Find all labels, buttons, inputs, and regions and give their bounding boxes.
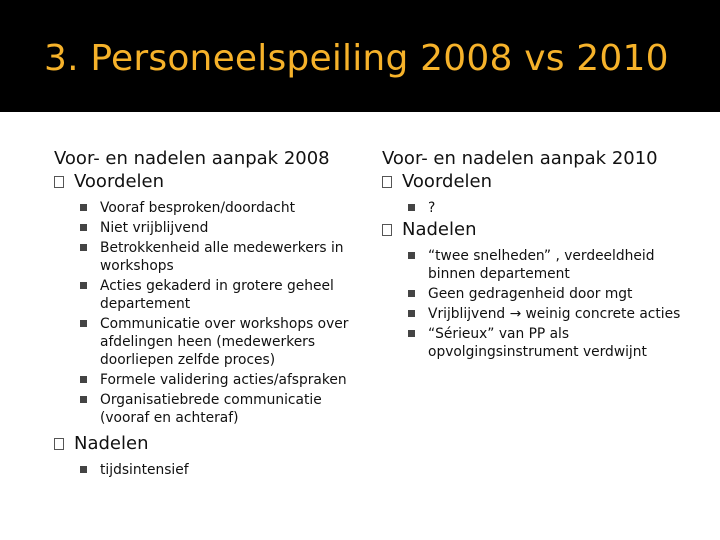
square-bullet-icon <box>80 466 87 473</box>
left-voordelen-label: Voordelen <box>74 171 165 192</box>
list-item: Vooraf besproken/doordacht <box>54 199 364 217</box>
left-column <box>54 148 364 481</box>
square-bullet-icon <box>408 330 415 337</box>
right-voordelen-item <box>382 171 682 193</box>
right-voordelen-list <box>382 199 682 217</box>
list-item: ? <box>382 199 682 217</box>
left-voordelen-item <box>54 171 364 193</box>
list-item: Geen gedragenheid door mgt <box>382 285 682 303</box>
left-nadelen-label: Nadelen <box>74 433 149 454</box>
list-item: Niet vrijblijvend <box>54 219 364 237</box>
list-item: tijdsintensief <box>54 461 364 479</box>
square-bullet-icon <box>80 376 87 383</box>
square-bullet-icon <box>80 282 87 289</box>
list-item: Communicatie over workshops over afdelingen heen (medewerkers doorliepen zelfde proces) <box>54 315 364 369</box>
list-item: “Sérieux” van PP als opvolgingsinstrument verdwijnt <box>382 325 682 361</box>
box-bullet-icon <box>54 176 64 188</box>
square-bullet-icon <box>80 244 87 251</box>
box-bullet-icon <box>382 176 392 188</box>
list-item: “twee snelheden” , verdeeldheid binnen departement <box>382 247 682 283</box>
list-item: Organisatiebrede communicatie (vooraf en achteraf) <box>54 391 364 427</box>
square-bullet-icon <box>80 224 87 231</box>
right-nadelen-list <box>382 247 682 361</box>
list-item: Betrokkenheid alle medewerkers in workshops <box>54 239 364 275</box>
left-nadelen-list <box>54 461 364 479</box>
left-voordelen-list <box>54 199 364 427</box>
right-nadelen-item <box>382 219 682 241</box>
right-nadelen-label: Nadelen <box>402 219 477 240</box>
square-bullet-icon <box>408 204 415 211</box>
list-item: Formele validering acties/afspraken <box>54 371 364 389</box>
box-bullet-icon <box>382 224 392 236</box>
square-bullet-icon <box>80 396 87 403</box>
square-bullet-icon <box>80 204 87 211</box>
right-voordelen-label: Voordelen <box>402 171 493 192</box>
right-heading: Voor- en nadelen aanpak 2010 <box>382 148 658 169</box>
right-column <box>382 148 682 363</box>
square-bullet-icon <box>408 310 415 317</box>
square-bullet-icon <box>408 252 415 259</box>
list-item: Vrijblijvend → weinig concrete acties <box>382 305 682 323</box>
left-heading: Voor- en nadelen aanpak 2008 <box>54 148 330 169</box>
title-bar <box>0 0 720 112</box>
square-bullet-icon <box>80 320 87 327</box>
slide-title: 3. Personeelspeiling 2008 vs 2010 <box>44 38 669 79</box>
box-bullet-icon <box>54 438 64 450</box>
list-item: Acties gekaderd in grotere geheel departement <box>54 277 364 313</box>
left-nadelen-item <box>54 433 364 455</box>
square-bullet-icon <box>408 290 415 297</box>
